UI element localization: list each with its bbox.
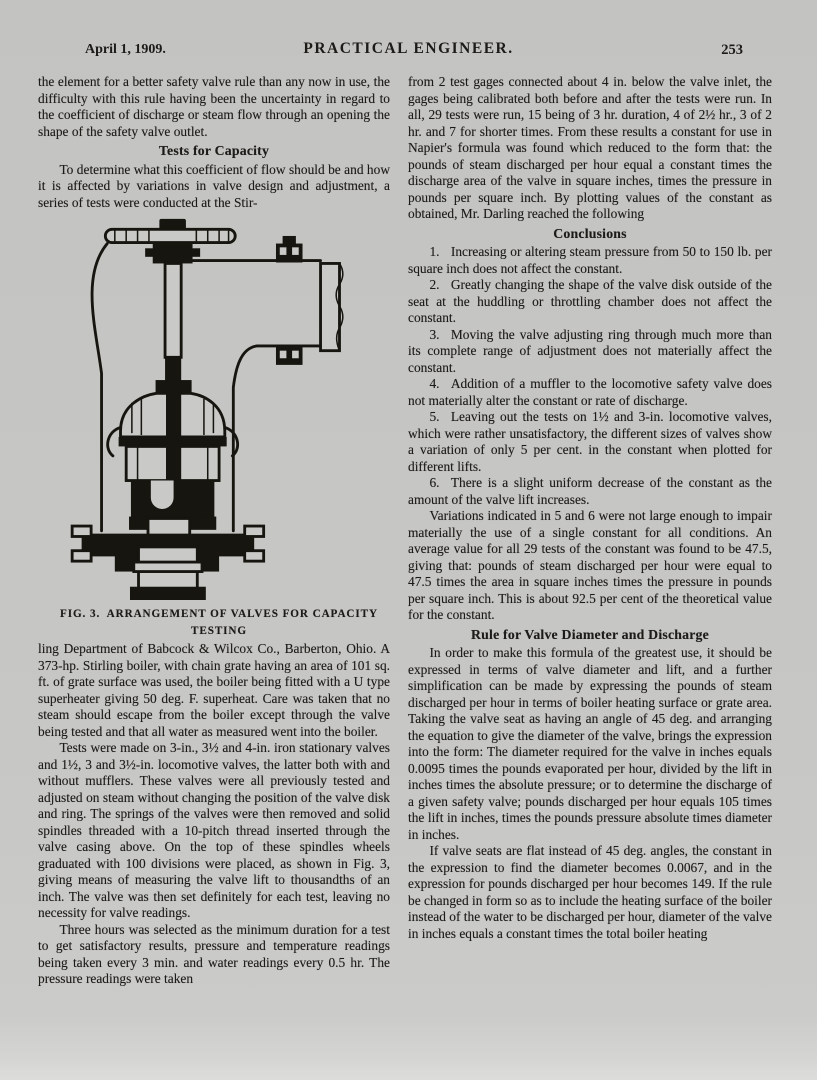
- paragraph-tests-intro: To determine what this coefficient of flow should be and how it is affected by variations in valve design and adjustment, a series of tests were conducted at the Stir-: [38, 161, 390, 210]
- two-column-body: [38, 74, 772, 988]
- figure-caption: FIG. 3. ARRANGEMENT OF VALVES FOR CAPACITY TESTING: [59, 608, 379, 637]
- scan-edge-shadow: [0, 1062, 817, 1080]
- conclusion-item-2: [408, 277, 772, 327]
- valve-seat-chamber: [129, 481, 216, 536]
- conclusion-item-3: [408, 327, 772, 377]
- conclusion-number: 5.: [429, 409, 440, 424]
- conclusion-item-6: [408, 475, 772, 508]
- figure-valve-drawing: [48, 217, 390, 639]
- right-column: [408, 74, 772, 988]
- paragraph-gages: from 2 test gages connected about 4 in. below the valve inlet, the gages being calibrated both before and after the tests were run. In all, 29 tests were run, 15 being of 3 hr. duration, 4 of 2½ hr., 3 of 2 hr. and 7 for shorter times. From these results a constant for use in Napier's formula was found which reduced to the form that: the pounds of steam discharged per hour equal a constant times the discharge area of the valve in square inches, times the pressure in pounds per square inch. By plotting values of the constant as obtained, Mr. Darling reached the following: [408, 74, 772, 221]
- journal-title: PRACTICAL ENGINEER.: [303, 40, 514, 57]
- paragraph-flat-seats: If valve seats are flat instead of 45 deg. angles, the constant in the expression to find the diameter becomes 0.0067, and in the expression for pounds discharged per hour becomes 149. If the rule be changed in form so as to include the heating surface of the boiler instead of the water to be discharged per hour, diameter of the valve in inches equals a constant times the total boiler heating: [408, 843, 772, 941]
- bottom-pipe: [115, 547, 219, 600]
- header-date: April 1, 1909.: [85, 42, 166, 57]
- conclusion-number: 1.: [429, 244, 440, 259]
- conclusion-text: Addition of a muffler to the locomotive safety valve does not materially alter the constant or rate of discharge.: [408, 376, 772, 408]
- conclusion-number: 6.: [429, 475, 440, 490]
- conclusion-number: 2.: [429, 277, 440, 292]
- section-heading-conclusions: Conclusions: [553, 225, 627, 241]
- conclusion-text: Moving the valve adjusting ring through much more than its complete range of adjustment does not materially affect the constant.: [408, 326, 772, 375]
- paragraph-rule: In order to make this formula of the greatest use, it should be expressed in terms of valve diameter and lift, and a further simplification can be made by expressing the pounds of steam discharged per hour in terms of boiler heating surface or grate area. Taking the valve seat as having an angle of 45 deg. and arranging the equation to give the diameter of the valve, brings the expression into the form: The diameter required for the valve in inches equals 0.0095 times the pounds evaporated per hour, divided by the lift in inches times the absolute pressure; or to determine the discharge of a given safety valve; pounds discharged per hour equals 105 times the lift in inches, times the pounds pressure absolute times diameter in inches.: [408, 645, 772, 842]
- conclusion-item-5: [408, 409, 772, 475]
- valve-arrangement-drawing: [56, 217, 404, 600]
- outlet-pipe: [92, 244, 343, 531]
- conclusion-text: Increasing or altering steam pressure from 50 to 150 lb. per square inch does not affect the constant.: [408, 244, 772, 276]
- conclusion-number: 4.: [429, 376, 440, 391]
- paragraph-variations: Variations indicated in 5 and 6 were not large enough to impair materially the use of a single constant for all conditions. An average value for all 29 tests of the constant was found to be 47.5, giving that: pounds of steam discharged per hour were equal to 47.5 times the area in square inches times the pressure in pounds per square inch. This is about 92.5 per cent of the theoretical value for the constant.: [408, 508, 772, 622]
- valve-spindle: [156, 263, 192, 397]
- conclusion-text: There is a slight uniform decrease of the constant as the amount of the valve lift increases.: [408, 475, 772, 507]
- section-heading-rule: Rule for Valve Diameter and Discharge: [471, 626, 709, 642]
- paragraph-tests-made: Tests were made on 3-in., 3½ and 4-in. iron stationary valves and 1½, 3 and 3½-in. locomotive valves, the latter both with and without mufflers. These valves were all previously tested and adjusted on steam without changing the position of the valve disk and ring. The springs of the valves were then removed and solid spindles threaded with a 10-pitch thread inserted through the valve casing above. On the top of these spindles wheels graduated with 100 divisions were placed, as shown in Fig. 3, giving means of measuring the valve lift to thousandths of an inch. The valve was then set definitely for each test, leaving no necessity for valve readings.: [38, 740, 390, 920]
- paragraph-intro: the element for a better safety valve rule than any now in use, the difficulty with this rule having been the uncertainty in regard to the coefficient of discharge or steam flow through an opening the shape of the safety valve outlet.: [38, 74, 390, 139]
- left-column: [38, 74, 390, 988]
- conclusion-text: Greatly changing the shape of the valve disk outside of the seat at the huddling or throttling chamber does not affect the constant.: [408, 277, 772, 325]
- page-header: [0, 40, 817, 64]
- conclusion-item-1: [408, 244, 772, 277]
- section-heading-tests-for-capacity: Tests for Capacity: [158, 143, 270, 158]
- page-number: 253: [721, 42, 743, 58]
- conclusion-number: 3.: [429, 326, 440, 342]
- conclusion-text: Leaving out the tests on 1½ and 3-in. locomotive valves, which were rather unsatisfactory, the different sizes of valves show a variation of only 5 per cent. in the constant when plotted for different lifts.: [408, 409, 772, 474]
- paragraph-three-hours: Three hours was selected as the minimum duration for a test to get satisfactory results, pressure and temperature readings being taken every 3 min. and water readings every 0.5 hr. The pressure readings were taken: [38, 921, 390, 986]
- paragraph-boiler: ling Department of Babcock & Wilcox Co., Barberton, Ohio. A 373-hp. Stirling boiler, with chain grate having an area of 101 sq. ft. of grate surface was used, the boiler being fitted with a U type superheater giving 50 deg. F. superheat. Care was taken that no steam should escape from the boiler except through the valve being tested and that all water as measured went into the boiler.: [38, 641, 390, 739]
- conclusion-item-4: [408, 376, 772, 409]
- valve-bonnet: [108, 393, 238, 480]
- graduated-handwheel: [105, 219, 235, 264]
